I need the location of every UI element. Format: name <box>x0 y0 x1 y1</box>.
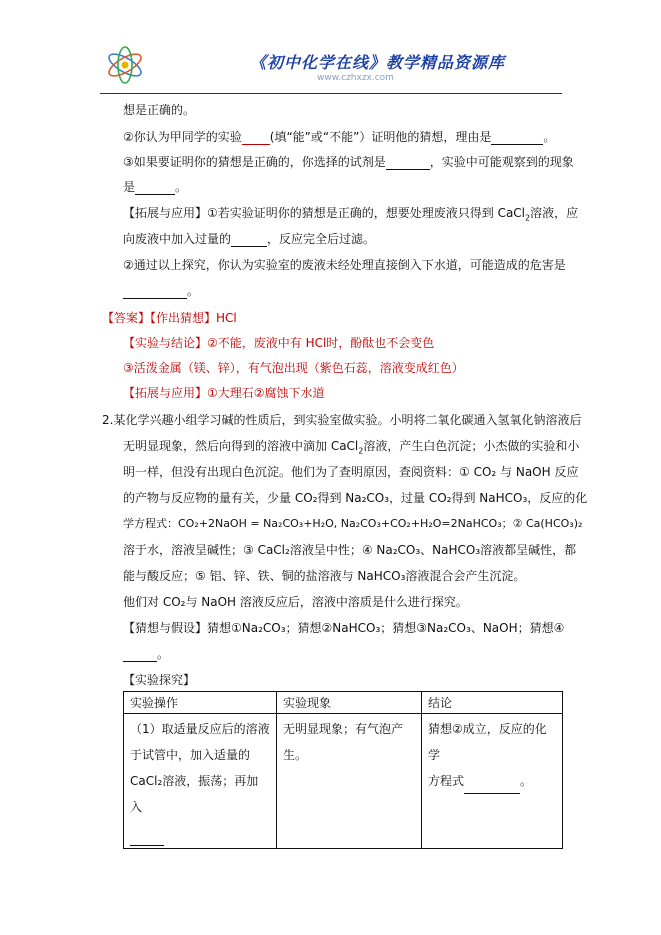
atom-logo-icon <box>104 44 146 86</box>
q2-line1: 2.某化学兴趣小组学习碱的性质后，到实验室做实验。小明将二氧化碳通入氢氧化钠溶液后 <box>102 413 582 427</box>
q2-line11: 【实验探究】 <box>123 673 196 687</box>
table-cell-operation <box>124 714 277 849</box>
q1-line3-a: ③如果要证明你的猜想是正确的，你选择的试剂是 <box>123 155 386 169</box>
answer-blank[interactable] <box>242 132 270 145</box>
q1-line8 <box>123 283 199 299</box>
conclusion-line2-b: 。 <box>520 774 533 788</box>
q1-line7: ②通过以上探究，你认为实验室的废液未经处理直接倒入下水道，可能造成的危害是 <box>123 258 566 272</box>
q1-line2 <box>123 129 555 145</box>
q1-line6-b: ，反应完全后过滤。 <box>267 232 376 246</box>
table-header-cell: 实验操作 <box>124 692 277 714</box>
q1-line5-b: 溶液，应 <box>530 206 579 220</box>
q1-line2-c: 。 <box>543 130 556 144</box>
answer-line2: 【实验与结论】②不能，废液中有 HCl时，酚酞也不会变色 <box>123 336 435 350</box>
answer-line3: ③活泼金属（镁、锌），有气泡出现（紫色石蕊，溶液变成红色） <box>123 361 464 375</box>
answer-line1: 【答案】【作出猜想】HCl <box>102 311 237 325</box>
q1-line2-a: ②你认为甲同学的实验 <box>123 130 242 144</box>
q1-line1: 想是正确的。 <box>123 103 196 117</box>
q1-line6 <box>123 231 375 247</box>
q1-line3-b: ，实验中可能观察到的现象 <box>429 155 574 169</box>
answer-blank[interactable] <box>123 286 187 299</box>
conclusion-line2 <box>428 768 556 794</box>
answer-blank[interactable] <box>464 781 520 794</box>
q2-line9: 【猜想与假设】猜想①Na₂CO₃；猜想②NaHCO₃；猜想③Na₂CO₃、NaOH；猜想④ <box>123 621 565 635</box>
experiment-table <box>123 691 563 849</box>
answer-blank[interactable] <box>386 157 430 170</box>
operation-line: CaCl₂溶液，振荡；再加入 <box>130 774 259 814</box>
answer-blank[interactable] <box>130 833 164 846</box>
q2-line3: 明一样，但没有出现白色沉淀。他们为了查明原因，查阅资料：① CO₂ 与 NaOH 反应 <box>123 465 579 479</box>
header-divider <box>100 93 562 94</box>
answer-blank[interactable] <box>491 132 543 145</box>
q1-line5-sub: 2 <box>525 213 531 223</box>
q2-line2 <box>123 438 579 454</box>
header-url: www.czhxzx.com <box>317 73 394 83</box>
q2-line2-sub: 2 <box>358 446 364 456</box>
q1-line2-b: (填“能”或“不能”）证明他的猜想，理由是 <box>269 130 492 144</box>
q1-line4-a: 是 <box>123 180 136 194</box>
answer-blank[interactable] <box>231 234 267 247</box>
page-header <box>100 42 562 94</box>
q2-line4: 的产物与反应物的量有关，少量 CO₂得到 Na₂CO₃，过量 CO₂得到 NaHCO₃，反应的化 <box>123 491 588 505</box>
q2-line2-a: 无明显现象，然后向得到的溶液中滴加 CaCl <box>123 439 359 453</box>
phenomenon-text: 无明显现象；有气泡产生。 <box>283 722 404 762</box>
table-header-cell: 实验现象 <box>277 692 422 714</box>
conclusion-line2-a: 方程式 <box>428 774 465 788</box>
answer-blank[interactable] <box>135 182 175 195</box>
q2-line7: 能与酸反应；⑤ 铝、锌、铁、铜的盐溶液与 NaHCO₃溶液混合会产生沉淀。 <box>123 569 526 583</box>
header-title: 《初中化学在线》教学精品资源库 <box>250 53 506 72</box>
q1-line5 <box>123 205 578 221</box>
operation-line: （1）取适量反应后的溶液 <box>130 722 270 736</box>
q2-line5: 学方程式：CO₂+2NaOH = Na₂CO₃+H₂O, Na₂CO₃+CO₂+H₂O=2NaHCO₃；② Ca(HCO₃)₂ <box>123 517 583 530</box>
q2-line10-b: 。 <box>157 647 170 661</box>
q2-line2-b: 溶液，产生白色沉淀；小杰做的实验和小 <box>363 439 580 453</box>
q1-line8-b: 。 <box>187 284 200 298</box>
table-row <box>124 714 563 849</box>
q1-line4-b: 。 <box>175 180 188 194</box>
operation-line: 于试管中，加入适量的 <box>130 748 251 762</box>
q1-line5-a: 【拓展与应用】①若实验证明你的猜想是正确的，想要处理废液只得到 CaCl <box>123 206 526 220</box>
table-cell-phenomenon <box>277 714 422 849</box>
conclusion-line1: 猜想②成立，反应的化学 <box>428 722 547 762</box>
q2-line8: 他们对 CO₂与 NaOH 溶液反应后，溶液中溶质是什么进行探究。 <box>123 595 468 609</box>
q1-line4 <box>123 179 187 195</box>
table-cell-conclusion <box>422 714 563 849</box>
answer-blank[interactable] <box>123 649 157 662</box>
q1-line3 <box>123 154 574 170</box>
table-header-cell: 结论 <box>422 692 563 714</box>
q2-line6: 溶于水，溶液呈碱性；③ CaCl₂溶液呈中性；④ Na₂CO₃、NaHCO₃溶液都呈碱性，都 <box>123 543 577 557</box>
answer-line4: 【拓展与应用】①大理石②腐蚀下水道 <box>123 386 325 400</box>
q2-line10 <box>123 646 169 662</box>
table-header-row <box>124 692 563 714</box>
q1-line6-a: 向废液中加入过量的 <box>123 232 232 246</box>
